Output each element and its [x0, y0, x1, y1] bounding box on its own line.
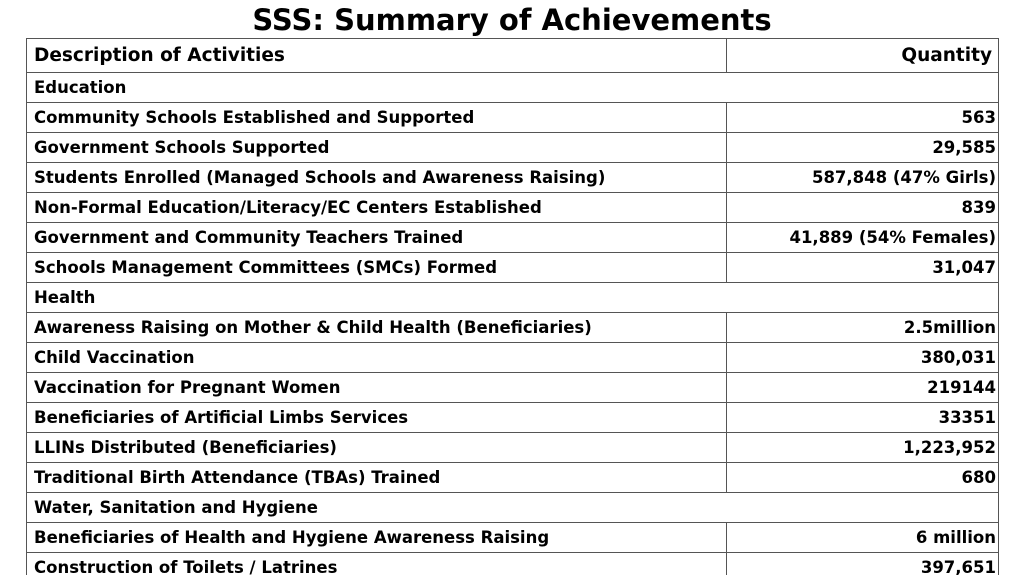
activity-quantity: 397,651: [727, 553, 999, 575]
activity-quantity: 680: [727, 463, 999, 493]
activity-description: Beneficiaries of Health and Hygiene Awareness Raising: [27, 523, 727, 553]
table-row: [27, 523, 999, 553]
activity-description: Child Vaccination: [27, 343, 727, 373]
activity-description: Students Enrolled (Managed Schools and Awareness Raising): [27, 163, 727, 193]
activity-description: Non-Formal Education/Literacy/EC Centers Established: [27, 193, 727, 223]
quantity-column-header: Quantity: [727, 39, 999, 73]
table-row: [27, 373, 999, 403]
table-row: [27, 223, 999, 253]
activity-description: Community Schools Established and Supported: [27, 103, 727, 133]
activity-quantity: 587,848 (47% Girls): [727, 163, 999, 193]
activity-quantity: 219144: [727, 373, 999, 403]
achievements-table: [26, 38, 999, 575]
table-row: [27, 343, 999, 373]
activity-description: Government and Community Teachers Trained: [27, 223, 727, 253]
table-row: [27, 403, 999, 433]
section-row: [27, 283, 999, 313]
section-label: Water, Sanitation and Hygiene: [27, 493, 999, 523]
activity-quantity: 1,223,952: [727, 433, 999, 463]
activity-quantity: 29,585: [727, 133, 999, 163]
activity-quantity: 6 million: [727, 523, 999, 553]
activity-description: Government Schools Supported: [27, 133, 727, 163]
description-column-header: Description of Activities: [27, 39, 727, 73]
section-row: [27, 73, 999, 103]
activity-quantity: 380,031: [727, 343, 999, 373]
activity-quantity: 31,047: [727, 253, 999, 283]
activity-description: Beneficiaries of Artificial Limbs Services: [27, 403, 727, 433]
table-row: [27, 133, 999, 163]
table-row: [27, 193, 999, 223]
section-row: [27, 493, 999, 523]
activity-quantity: 41,889 (54% Females): [727, 223, 999, 253]
activity-description: Awareness Raising on Mother & Child Health (Beneficiaries): [27, 313, 727, 343]
table-row: [27, 433, 999, 463]
activity-description: Traditional Birth Attendance (TBAs) Trained: [27, 463, 727, 493]
section-label: Education: [27, 73, 999, 103]
activity-quantity: 2.5million: [727, 313, 999, 343]
activity-description: Vaccination for Pregnant Women: [27, 373, 727, 403]
page-title: SSS: Summary of Achievements: [252, 3, 772, 37]
activity-description: LLINs Distributed (Beneficiaries): [27, 433, 727, 463]
section-label: Health: [27, 283, 999, 313]
table-row: [27, 103, 999, 133]
activity-description: Schools Management Committees (SMCs) Formed: [27, 253, 727, 283]
activity-quantity: 33351: [727, 403, 999, 433]
table-row: [27, 553, 999, 575]
table-row: [27, 163, 999, 193]
table-header-row: [27, 39, 999, 73]
table-row: [27, 313, 999, 343]
table-row: [27, 463, 999, 493]
table-body: [27, 73, 999, 575]
activity-quantity: 563: [727, 103, 999, 133]
table-row: [27, 253, 999, 283]
activity-description: Construction of Toilets / Latrines: [27, 553, 727, 575]
activity-quantity: 839: [727, 193, 999, 223]
